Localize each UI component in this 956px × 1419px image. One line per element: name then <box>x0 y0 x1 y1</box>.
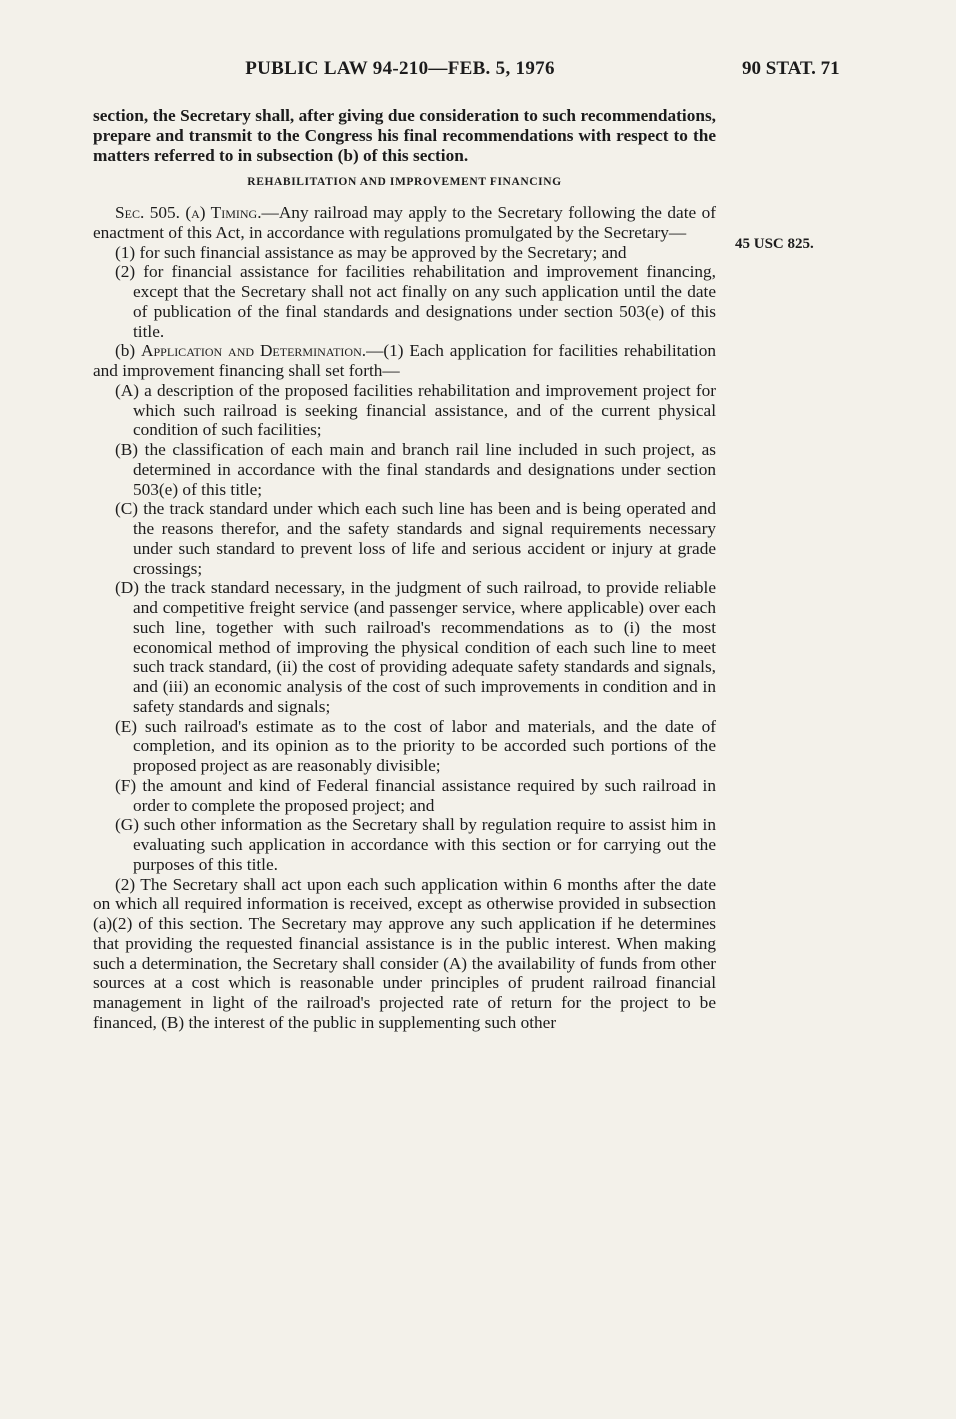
clause-b-E: (E) such railroad's estimate as to the cost of labor and materials, and the date of completion, and its opinion as to the priority to be accorded such portions of the proposed project as are reasonably divisible; <box>115 716 716 775</box>
clause-b-G: (G) such other information as the Secretary shall by regulation require to assist him in evaluating such application in accordance with this section or for carrying out the purposes of this title. <box>115 815 716 874</box>
subsection-b <box>93 341 716 381</box>
statute-page-number: 90 STAT. 71 <box>742 58 840 79</box>
clause-b-F: (F) the amount and kind of Federal financial assistance required by such railroad in order to complete the proposed project; and <box>115 775 716 815</box>
subsection-a <box>93 203 716 243</box>
subsection-a-text: .—Any railroad may apply to the Secretary following the date of enactment of this Act, in accordance with regulations promulgated by the Secretary— <box>93 203 716 242</box>
paragraph-b2: (2) The Secretary shall act upon each such application within 6 months after the date on which all required information is received, except as otherwise provided in subsection (a)(2) of this section. The Secretary may approve any such application if he determines that providing the requested financial assistance is in the public interest. When making such a determination, the Secretary shall consider (A) the availability of funds from other sources at a cost which is reasonable under principles of prudent railroad financial management in light of the railroad's projected rate of return for the project to be financed, (B) the interest of the public in supplementing such other <box>93 874 716 1032</box>
running-header-title: PUBLIC LAW 94-210—FEB. 5, 1976 <box>245 58 555 79</box>
clause-b-B: (B) the classification of each main and branch rail line included in such project, as determined in accordance with the final standards and designations under section 503(e) of this title; <box>115 440 716 499</box>
clause-b-D: (D) the track standard necessary, in the judgment of such railroad, to provide reliable and competitive freight service (and passenger service, where applicable) over each such line, together with such railroad's recommendations as to (i) the most economical method of improving the physical condition of each such line to meet such track standard, (ii) the cost of providing adequate safety standards and signals, and (iii) an economic analysis of the cost of such improvements in condition and in safety standards and signals; <box>115 578 716 716</box>
subsection-b-title: Application and Determination <box>141 341 362 361</box>
clause-b-C: (C) the track standard under which each such line has been and is being operated and the reasons therefor, and the safety standards and signal requirements necessary under such standard to prevent loss of life and serious accident or injury at grade crossings; <box>115 499 716 578</box>
subsection-a-title: Timing <box>210 203 258 222</box>
paragraph-a1: (1) for such financial assistance as may be approved by the Secretary; and <box>115 242 627 262</box>
clause-b-A: (A) a description of the proposed facilities rehabilitation and improvement project for which such railroad is seeking financial assistance, and of the current physical condition of such facilities; <box>115 380 716 440</box>
margin-citation: 45 USC 825. <box>735 236 814 252</box>
intro-paragraph: section, the Secretary shall, after giving due consideration to such recommendations, prepare and transmit to the Congress his final recommendations with respect to the matters referred to in subsection (b) of this section. <box>93 106 716 165</box>
section-label: Sec. 505. (a) <box>115 203 211 222</box>
section-heading: REHABILITATION AND IMPROVEMENT FINANCING <box>247 176 562 189</box>
subsection-b-label: (b) <box>115 341 142 361</box>
paragraph-a2: (2) for financial assistance for facilities rehabilitation and improvement financing, except that the Secretary shall not act finally on any such application until the date of publication of the final standards and designations under section 503(e) of this title. <box>115 262 716 341</box>
body-text <box>93 106 716 1033</box>
subsection-b-text: .—(1) Each application for facilities rehabilitation and improvement financing shall set forth— <box>93 341 716 380</box>
